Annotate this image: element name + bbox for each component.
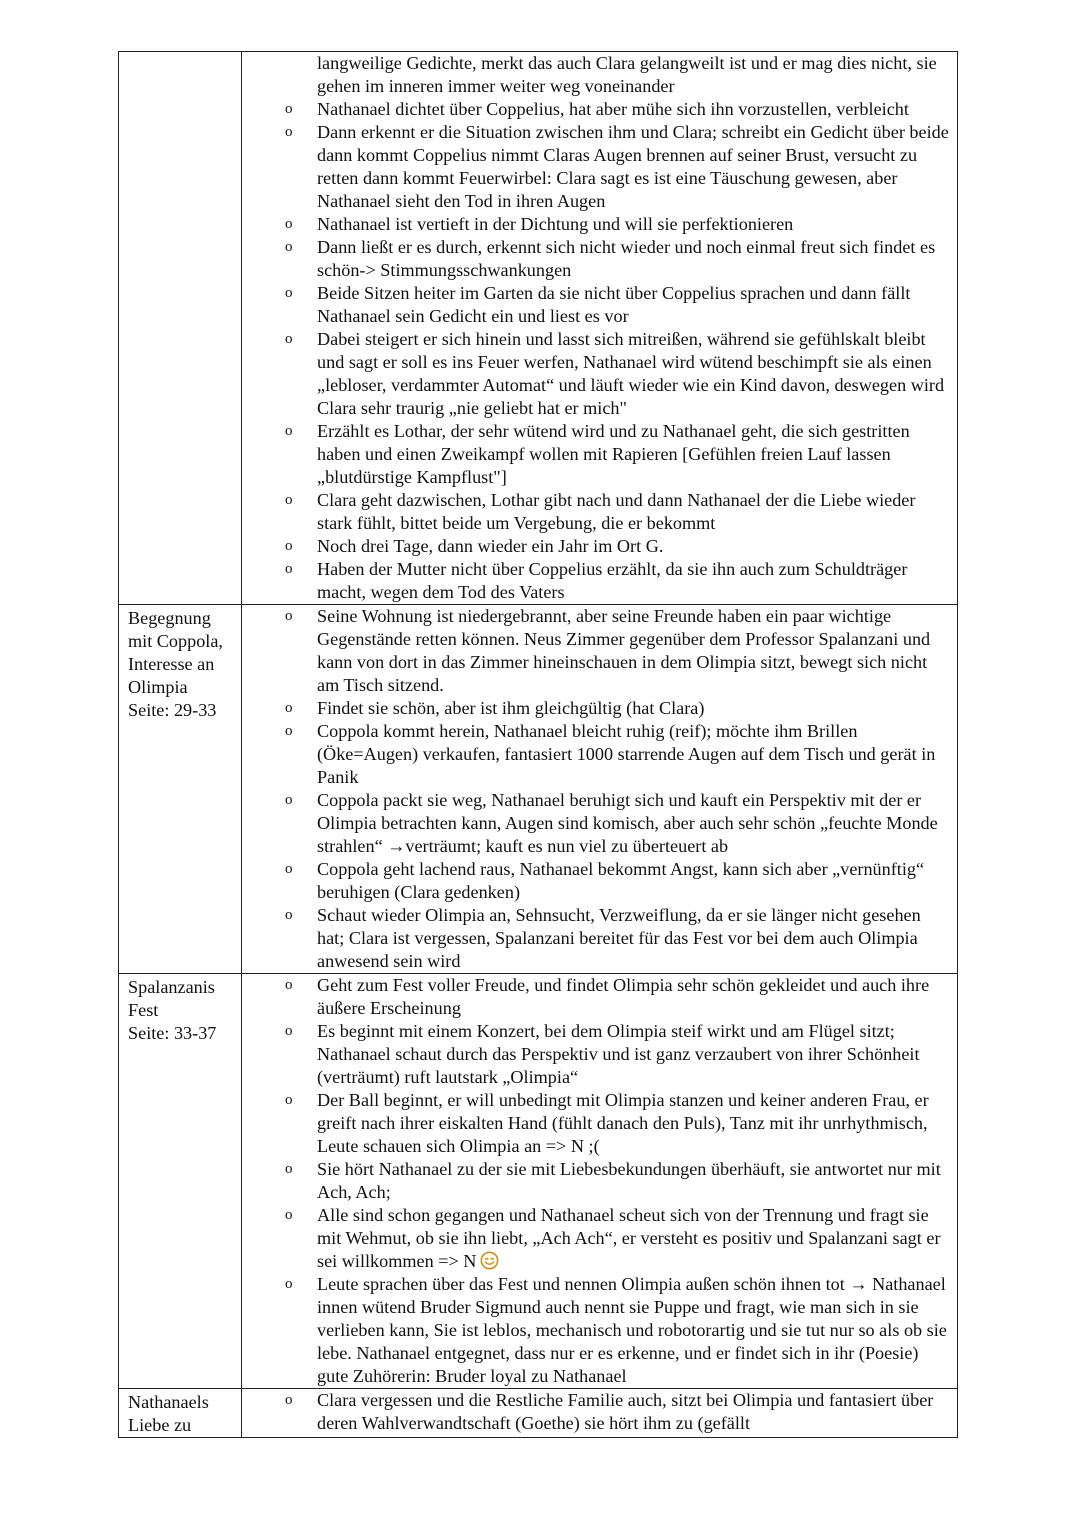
section-label xyxy=(119,52,241,54)
section-label-cell xyxy=(119,1389,242,1438)
list-item-text: Schaut wieder Olimpia an, Sehnsucht, Verzweiflung, da er sie länger nicht gesehen hat; Clara ist vergessen, Spalanzani bereitet für das Fest vor bei dem auch Olimpia anwesend sein wird xyxy=(317,905,921,971)
list-item-text: Der Ball beginnt, er will unbedingt mit Olimpia stanzen und keiner anderen Frau, er greift nach ihrer eiskalten Hand (fühlt danach den Puls), Tanz mit ihr unrhythmisch, Leute schauen sich Olimpia an => N ;( xyxy=(317,1090,929,1156)
list-item-text: Nathanael ist vertieft in der Dichtung und will sie perfektionieren xyxy=(317,214,794,234)
section-label-cell xyxy=(119,52,242,605)
list-item-text: Haben der Mutter nicht über Coppelius erzählt, da sie ihn auch zum Schuldträger macht, wegen dem Tod des Vaters xyxy=(317,559,908,602)
list-item xyxy=(242,720,951,789)
list-item xyxy=(242,121,951,213)
list-item xyxy=(242,789,951,858)
list-item-text: Nathanael dichtet über Coppelius, hat aber mühe sich ihn vorzustellen, verbleicht xyxy=(317,99,909,119)
bullet-list xyxy=(242,1389,957,1435)
section-label-cell xyxy=(119,974,242,1389)
list-item-text: Dabei steigert er sich hinein und lasst sich mitreißen, während sie gefühlskalt bleibt und sagt er soll es ins Feuer werfen, Nathanael wird wütend beschimpft sie als einen „lebloser, verdammter Automat“ und läuft wieder wie ein Kind davon, deswegen wird Clara sehr traurig „nie geliebt hat er mich" xyxy=(317,329,945,418)
table-row xyxy=(119,974,958,1389)
section-label: Nathanaels Liebe zu xyxy=(128,1392,209,1435)
list-item-text: Clara vergessen und die Restliche Familie auch, sitzt bei Olimpia und fantasiert über deren Wahlverwandtschaft (Goethe) sie hört ihm zu (gefällt xyxy=(317,1390,934,1433)
list-item xyxy=(242,697,951,720)
list-item-text: Findet sie schön, aber ist ihm gleichgültig (hat Clara) xyxy=(317,698,705,718)
list-item-text: Clara geht dazwischen, Lothar gibt nach und dann Nathanael der die Liebe wieder stark fühlt, bittet beide um Vergebung, die er bekommt xyxy=(317,490,916,533)
list-item-text: Alle sind schon gegangen und Nathanael scheut sich von der Trennung und fragt sie mit Wehmut, ob sie ihn liebt, „Ach Ach“, er versteht es positiv und Spalanzani sagt er sei willkommen => N xyxy=(317,1205,941,1271)
list-item-text: Coppola packt sie weg, Nathanael beruhigt sich und kauft ein Perspektiv mit der er Olimpia betrachten kann, Augen sind komisch, aber auch sehr schön „feuchte Monde strahlen“ →verträumt; kauft es nun viel zu überteuert ab xyxy=(317,790,938,856)
bullet-list xyxy=(242,974,957,1388)
list-item-text: Noch drei Tage, dann wieder ein Jahr im Ort G. xyxy=(317,536,664,556)
list-item xyxy=(242,1089,951,1158)
list-item xyxy=(242,1389,951,1435)
table-body xyxy=(119,52,958,1438)
section-notes-cell xyxy=(242,52,958,605)
list-item xyxy=(242,558,951,604)
list-item xyxy=(242,1020,951,1089)
list-item-text: Dann ließt er es durch, erkennt sich nicht wieder und noch einmal freut sich findet es schön-> Stimmungsschwankungen xyxy=(317,237,936,280)
list-item-text: langweilige Gedichte, merkt das auch Clara gelangweilt ist und er mag dies nicht, sie gehen im inneren immer weiter weg voneinander xyxy=(317,53,937,96)
list-item xyxy=(242,236,951,282)
section-notes-cell xyxy=(242,605,958,974)
list-item xyxy=(242,1204,951,1273)
list-item xyxy=(242,535,951,558)
list-item xyxy=(242,605,951,697)
list-item-text: Es beginnt mit einem Konzert, bei dem Olimpia steif wirkt und am Flügel sitzt; Nathanael schaut durch das Perspektiv und ist ganz verzaubert von ihrer Schönheit (verträumt) ruft lautstark „Olimpia“ xyxy=(317,1021,920,1087)
table-row xyxy=(119,1389,958,1438)
list-item-text: Coppola geht lachend raus, Nathanael bekommt Angst, kann sich aber „vernünftig“ beruhigen (Clara gedenken) xyxy=(317,859,925,902)
section-label: Begegnung mit Coppola, Interesse an Olimpia Seite: 29-33 xyxy=(128,608,223,720)
bullet-list xyxy=(242,605,957,973)
list-item-text: Leute sprachen über das Fest und nennen Olimpia außen schön ihnen tot → Nathanael innen wütend Bruder Sigmund auch nennt sie Puppe und fragt, wie man sich in sie verlieben kann, Sie ist leblos, mechanisch und robotorartig und sie tut nur so als ob sie lebe. Nathanael entgegnet, dass nur er es erkenne, und er findet sich in ihr (Poesie) gute Zuhörerin: Bruder loyal zu Nathanael xyxy=(317,1274,947,1386)
bullet-list xyxy=(242,52,957,604)
list-item xyxy=(242,858,951,904)
list-item-text: Erzählt es Lothar, der sehr wütend wird und zu Nathanael geht, die sich gestritten haben und einen Zweikampf wollen mit Rapieren [Gefühlen freien Lauf lassen „blutdürstige Kampflust"] xyxy=(317,421,910,487)
list-item xyxy=(242,282,951,328)
summary-table xyxy=(118,51,958,1438)
smiley-icon xyxy=(480,1251,499,1270)
list-item-text: Geht zum Fest voller Freude, und findet Olimpia sehr schön gekleidet und auch ihre äußere Erscheinung xyxy=(317,975,930,1018)
section-label: Spalanzanis Fest Seite: 33-37 xyxy=(128,977,217,1043)
list-item-text: Seine Wohnung ist niedergebrannt, aber seine Freunde haben ein paar wichtige Gegenstände retten können. Neus Zimmer gegenüber dem Professor Spalanzani und kann von dort in das Zimmer hineinschauen in dem Olimpia sitzt, bewegt sich nicht am Tisch sitzend. xyxy=(317,606,931,695)
list-item xyxy=(242,904,951,973)
list-item xyxy=(242,328,951,420)
list-item xyxy=(242,420,951,489)
list-item xyxy=(242,1273,951,1388)
list-item xyxy=(242,213,951,236)
list-item xyxy=(242,974,951,1020)
list-item-text: Coppola kommt herein, Nathanael bleicht ruhig (reif); möchte ihm Brillen (Öke=Augen) verkaufen, fantasiert 1000 starrende Augen auf dem Tisch und gerät in Panik xyxy=(317,721,936,787)
list-item xyxy=(242,98,951,121)
list-item xyxy=(242,52,951,98)
section-notes-cell xyxy=(242,1389,958,1438)
table-row xyxy=(119,52,958,605)
list-item xyxy=(242,489,951,535)
list-item-text: Beide Sitzen heiter im Garten da sie nicht über Coppelius sprachen und dann fällt Nathanael sein Gedicht ein und liest es vor xyxy=(317,283,911,326)
section-notes-cell xyxy=(242,974,958,1389)
section-label-cell xyxy=(119,605,242,974)
table-row xyxy=(119,605,958,974)
list-item xyxy=(242,1158,951,1204)
list-item-text: Sie hört Nathanael zu der sie mit Liebesbekundungen überhäuft, sie antwortet nur mit Ach, Ach; xyxy=(317,1159,941,1202)
list-item-text: Dann erkennt er die Situation zwischen ihm und Clara; schreibt ein Gedicht über beide dann kommt Coppelius nimmt Claras Augen brennen auf seiner Brust, versucht zu retten dann kommt Feuerwirbel: Clara sagt es ist eine Täuschung gewesen, aber Nathanael sieht den Tod in ihren Augen xyxy=(317,122,949,211)
